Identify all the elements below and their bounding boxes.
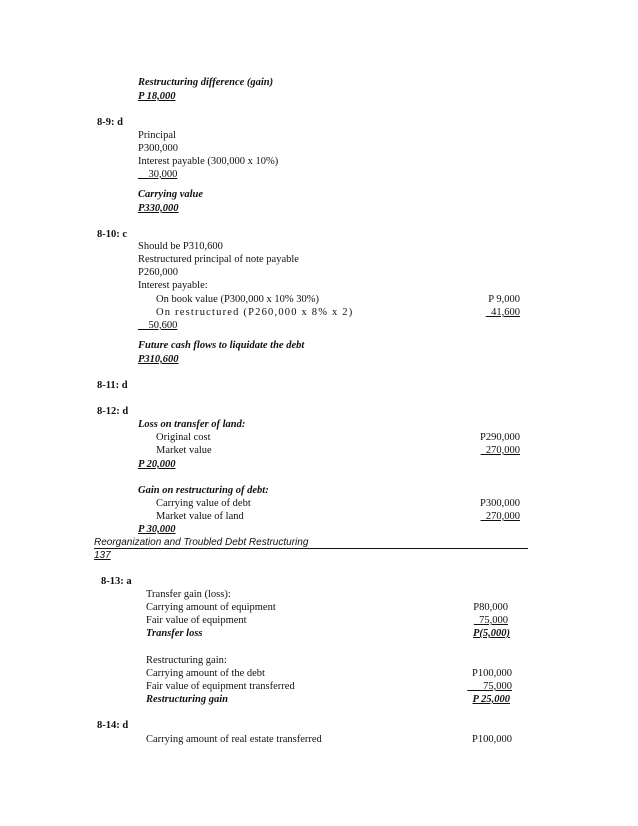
carrying-debt-amount: P100,000 <box>472 668 512 679</box>
transfer-loss-amount: P(5,000) <box>472 628 510 639</box>
fair-transferred-amount: ___75,000 <box>467 681 512 692</box>
problem-8-14-label: 8-14: d <box>97 720 129 731</box>
problem-8-13-label: 8-13: a <box>101 576 132 587</box>
interest-payable-amount: __30,000 <box>138 169 178 180</box>
on-book-value-label: On book value (P300,000 x 10% 30%) <box>156 294 320 305</box>
fair-transferred-label: Fair value of equipment transferred <box>146 681 295 692</box>
transfer-loss-label: Transfer loss <box>146 628 203 639</box>
footer-page-number: 137 <box>94 550 111 561</box>
future-cash-flows-amount: P310,600 <box>138 354 179 365</box>
restructured-principal-amount: P260,000 <box>138 267 178 278</box>
market-value-amount: _270,000 <box>480 445 520 456</box>
gain-amount: P 30,000 <box>138 524 176 535</box>
restructuring-difference-amount: P 18,000 <box>138 91 176 102</box>
carrying-debt-label: Carrying amount of the debt <box>146 668 265 679</box>
interest-payable-heading: Interest payable: <box>138 280 208 291</box>
original-cost-amount: P290,000 <box>480 432 520 443</box>
principal-label: Principal <box>138 130 176 141</box>
carrying-equipment-amount: P80,000 <box>473 602 508 613</box>
footer-title: Reorganization and Troubled Debt Restructuring <box>94 537 309 548</box>
carrying-equipment-label: Carrying amount of equipment <box>146 602 276 613</box>
loss-amount: P 20,000 <box>138 459 176 470</box>
fair-equipment-amount: _75,000 <box>473 615 508 626</box>
problem-8-11-label: 8-11: d <box>97 380 128 391</box>
on-restructured-amount: _41,600 <box>485 307 520 318</box>
on-restructured-label: On restructured (P260,000 x 8% x 2) <box>156 307 354 318</box>
should-be-note: Should be P310,600 <box>138 241 223 252</box>
restructuring-gain-label: Restructuring gain <box>146 694 228 705</box>
market-value-label: Market value <box>156 445 212 456</box>
problem-8-9-label: 8-9: d <box>97 117 123 128</box>
original-cost-label: Original cost <box>156 432 211 443</box>
restructuring-gain-heading: Restructuring gain: <box>146 655 227 666</box>
principal-amount: P300,000 <box>138 143 178 154</box>
carrying-real-estate-label: Carrying amount of real estate transferred <box>146 734 322 745</box>
restructuring-difference-label: Restructuring difference (gain) <box>138 77 274 88</box>
transfer-gain-heading: Transfer gain (loss): <box>146 589 231 600</box>
problem-8-10-label: 8-10: c <box>97 229 128 240</box>
problem-8-12-label: 8-12: d <box>97 406 129 417</box>
carrying-value-amount: P330,000 <box>138 203 179 214</box>
fair-equipment-label: Fair value of equipment <box>146 615 247 626</box>
interest-payable-label: Interest payable (300,000 x 10%) <box>138 156 279 167</box>
market-value-of-land-label: Market value of land <box>156 511 244 522</box>
restructured-principal-label: Restructured principal of note payable <box>138 254 299 265</box>
future-cash-flows-label: Future cash flows to liquidate the debt <box>138 340 305 351</box>
footer-rule <box>94 548 528 549</box>
gain-on-restructuring-heading: Gain on restructuring of debt: <box>138 485 269 496</box>
carrying-value-label: Carrying value <box>138 189 204 200</box>
on-book-value-amount: P 9,000 <box>488 294 520 305</box>
interest-subtotal: __50,600 <box>138 320 178 331</box>
carrying-value-of-debt-amount: P300,000 <box>480 498 520 509</box>
carrying-value-of-debt-label: Carrying value of debt <box>156 498 251 509</box>
carrying-real-estate-amount: P100,000 <box>472 734 512 745</box>
restructuring-gain-amount: P 25,000 <box>472 694 510 705</box>
market-value-of-land-amount: _270,000 <box>480 511 520 522</box>
loss-on-transfer-heading: Loss on transfer of land: <box>138 419 246 430</box>
